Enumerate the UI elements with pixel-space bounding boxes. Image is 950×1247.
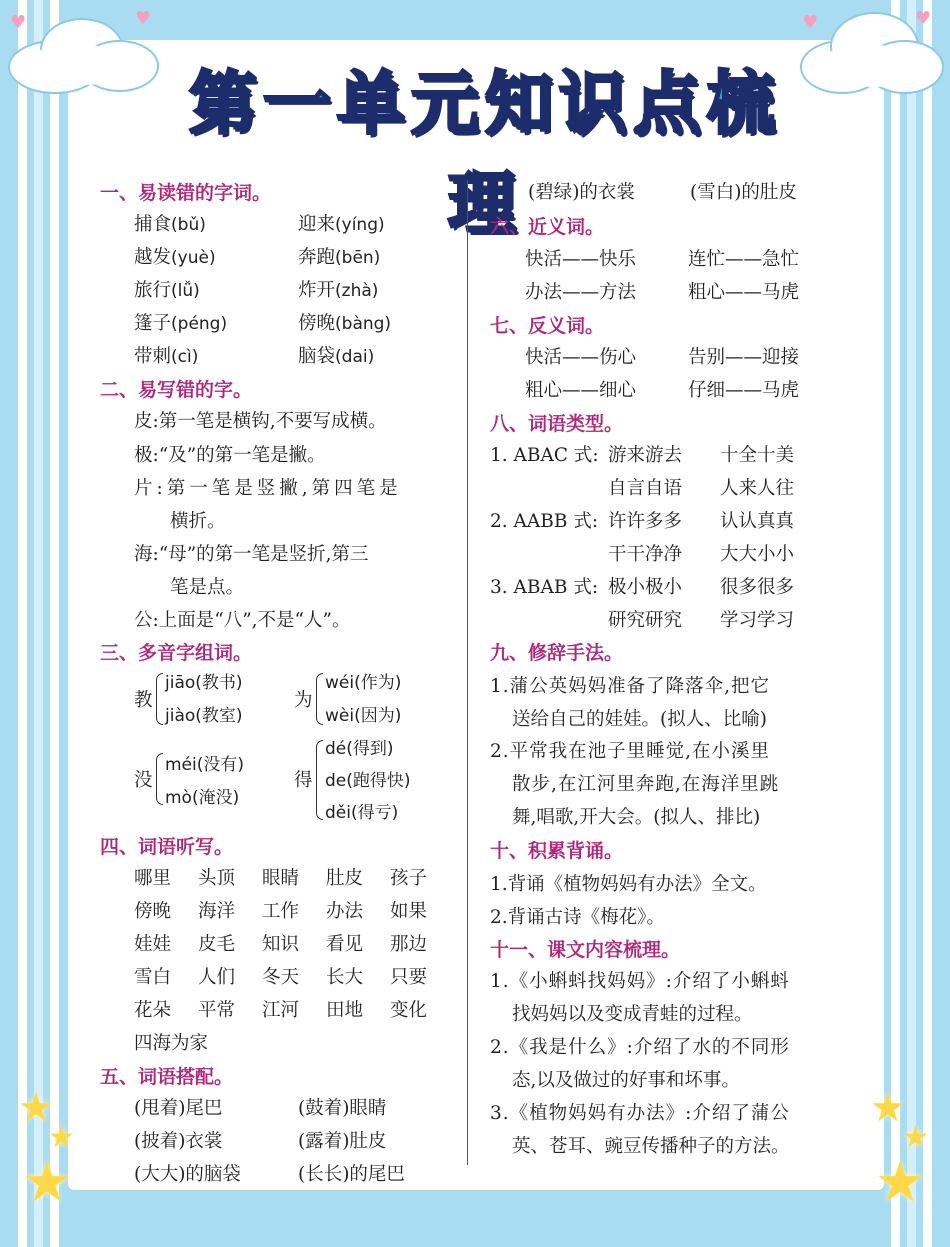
side-stripe xyxy=(18,0,27,1247)
section-heading: 九、修辞手法。 xyxy=(490,642,624,664)
dictation-word: 田地 xyxy=(326,1000,364,1021)
dictation-word: 冬天 xyxy=(262,967,300,988)
dictation-word: 四海为家 xyxy=(134,1033,209,1054)
text-line: 1.《小蝌蚪找妈妈》:介绍了小蝌蚪 xyxy=(490,971,790,992)
brace xyxy=(316,740,323,820)
word-type-example: 干干净净 xyxy=(608,544,683,565)
dictation-word: 人们 xyxy=(198,967,236,988)
word-type-label: 2. AABB 式: xyxy=(490,511,599,532)
brace xyxy=(316,673,323,725)
word-type-example: 自言自语 xyxy=(608,478,683,499)
list-item: 迎来(yíng) xyxy=(298,214,385,235)
dictation-word: 那边 xyxy=(390,934,428,955)
star-icon: ★ xyxy=(48,1120,75,1155)
reading: mò(淹没) xyxy=(165,788,240,808)
text-line: 笔是点。 xyxy=(170,577,245,598)
text-line: 英、苍耳、豌豆传播种子的方法。 xyxy=(512,1136,790,1157)
dictation-word: 哪里 xyxy=(134,868,172,889)
polyphone-char: 没 xyxy=(134,770,153,791)
dictation-word: 傍晚 xyxy=(134,901,172,922)
word-pair: 粗心——细心 xyxy=(525,380,637,401)
text-line: 1.背诵《植物妈妈有办法》全文。 xyxy=(490,874,767,895)
section-heading: 六、近义词。 xyxy=(490,216,605,238)
column-divider xyxy=(467,180,468,1165)
dictation-word: 眼睛 xyxy=(262,868,300,889)
dictation-word: 平常 xyxy=(198,1000,236,1021)
dictation-word: 如果 xyxy=(390,901,428,922)
dictation-word: 知识 xyxy=(262,934,300,955)
word-type-example: 大大小小 xyxy=(720,544,795,565)
word-pair: 快活——快乐 xyxy=(525,249,637,270)
section-heading: 十、积累背诵。 xyxy=(490,840,624,862)
dictation-word: 皮毛 xyxy=(198,934,236,955)
word-type-example: 很多很多 xyxy=(720,577,795,598)
list-item: 脑袋(dai) xyxy=(298,346,375,367)
list-item: 傍晚(bàng) xyxy=(298,313,392,334)
collocation: (雪白)的肚皮 xyxy=(690,182,797,203)
text-line: 态,以及做过的好事和坏事。 xyxy=(512,1070,740,1091)
text-line: 找妈妈以及变成青蛙的过程。 xyxy=(512,1004,753,1025)
text-line: 2.平常我在池子里睡觉,在小溪里 xyxy=(490,741,771,762)
section-heading: 八、词语类型。 xyxy=(490,413,624,435)
text-line: 送给自己的娃娃。(拟人、比喻) xyxy=(512,709,767,730)
dictation-word: 肚皮 xyxy=(326,868,364,889)
reading: méi(没有) xyxy=(165,755,245,775)
section-heading: 四、词语听写。 xyxy=(100,836,234,858)
heart-icon: ♥ xyxy=(10,12,27,33)
heart-icon: ♥ xyxy=(802,12,819,33)
text-line: 横折。 xyxy=(170,511,226,532)
dictation-word: 工作 xyxy=(262,901,300,922)
text-line: 海:“母”的第一笔是竖折,第三 xyxy=(134,544,369,565)
section-heading: 二、易写错的字。 xyxy=(100,379,253,401)
word-type-example: 研究研究 xyxy=(608,610,683,631)
section-heading: 三、多音字组词。 xyxy=(100,642,253,664)
dictation-word: 雪白 xyxy=(134,967,172,988)
dictation-word: 办法 xyxy=(326,901,364,922)
text-line: 舞,唱歌,开大会。(拟人、排比) xyxy=(512,807,761,828)
word-pair: 连忙——急忙 xyxy=(688,249,800,270)
side-stripe xyxy=(923,0,932,1247)
collocation: (披着)衣裳 xyxy=(134,1131,223,1152)
collocation: (露着)肚皮 xyxy=(298,1131,387,1152)
text-line: 片:第一笔是竖撇,第四笔是 xyxy=(134,478,402,499)
section-heading: 五、词语搭配。 xyxy=(100,1066,234,1088)
section-heading: 七、反义词。 xyxy=(490,315,605,337)
reading: dé(得到) xyxy=(325,739,394,759)
text-line: 皮:第一笔是横钩,不要写成横。 xyxy=(134,411,387,432)
star-icon: ★ xyxy=(22,1150,73,1215)
collocation: (碧绿)的衣裳 xyxy=(528,182,635,203)
collocation: (鼓着)眼睛 xyxy=(298,1098,387,1119)
dictation-word: 头顶 xyxy=(198,868,236,889)
text-line: 3.《植物妈妈有办法》:介绍了蒲公 xyxy=(490,1103,790,1124)
word-type-example: 极小极小 xyxy=(608,577,683,598)
reading: děi(得亏) xyxy=(325,803,399,823)
word-type-example: 学习学习 xyxy=(720,610,795,631)
text-line: 2.《我是什么》:介绍了水的不同形 xyxy=(490,1037,790,1058)
polyphone-char: 教 xyxy=(134,690,153,711)
polyphone-char: 得 xyxy=(294,770,313,791)
dictation-word: 花朵 xyxy=(134,1000,172,1021)
word-type-label: 1. ABAC 式: xyxy=(490,445,599,466)
dictation-word: 娃娃 xyxy=(134,934,172,955)
reading: wèi(因为) xyxy=(325,706,402,726)
page-title: 第一单元知识点梳理 xyxy=(188,65,781,244)
dictation-word: 江河 xyxy=(262,1000,300,1021)
star-icon: ★ xyxy=(902,1120,929,1155)
word-type-example: 游来游去 xyxy=(608,445,683,466)
side-stripe xyxy=(34,0,43,1247)
dictation-word: 变化 xyxy=(390,1000,428,1021)
reading: jiào(教室) xyxy=(165,706,243,726)
text-line: 极:“及”的第一笔是撇。 xyxy=(134,445,326,466)
collocation: (大大)的脑袋 xyxy=(134,1164,241,1185)
word-pair: 快活——伤心 xyxy=(525,347,637,368)
heart-icon: ♥ xyxy=(915,8,932,29)
word-type-label: 3. ABAB 式: xyxy=(490,577,599,598)
polyphone-char: 为 xyxy=(294,690,313,711)
text-line: 公:上面是“八”,不是“人”。 xyxy=(134,610,351,631)
list-item: 带刺(cì) xyxy=(134,346,199,367)
word-type-example: 十全十美 xyxy=(720,445,795,466)
word-pair: 仔细——马虎 xyxy=(688,380,800,401)
word-type-example: 人来人往 xyxy=(720,478,795,499)
text-line: 1.蒲公英妈妈准备了降落伞,把它 xyxy=(490,676,771,697)
dictation-word: 海洋 xyxy=(198,901,236,922)
dictation-word: 孩子 xyxy=(390,868,428,889)
collocation: (长长)的尾巴 xyxy=(298,1164,405,1185)
list-item: 越发(yuè) xyxy=(134,247,216,268)
list-item: 炸开(zhà) xyxy=(298,280,379,301)
heart-icon: ♥ xyxy=(135,8,152,29)
star-icon: ★ xyxy=(870,1085,906,1131)
side-stripe xyxy=(50,0,59,1247)
dictation-word: 只要 xyxy=(390,967,428,988)
side-stripe xyxy=(891,0,900,1247)
word-pair: 办法——方法 xyxy=(525,282,637,303)
star-icon: ★ xyxy=(875,1150,926,1215)
collocation: (甩着)尾巴 xyxy=(134,1098,223,1119)
dictation-word: 看见 xyxy=(326,934,364,955)
text-line: 2.背诵古诗《梅花》。 xyxy=(490,907,665,928)
list-item: 篷子(péng) xyxy=(134,313,228,334)
star-icon: ★ xyxy=(18,1085,54,1131)
reading: wéi(作为) xyxy=(325,673,402,693)
reading: jiāo(教书) xyxy=(165,673,243,693)
brace xyxy=(156,753,163,805)
section-heading: 十一、课文内容梳理。 xyxy=(490,939,681,961)
reading: de(跑得快) xyxy=(325,771,411,791)
list-item: 捕食(bǔ) xyxy=(134,214,206,235)
word-type-example: 认认真真 xyxy=(720,511,795,532)
section-heading: 一、易读错的字词。 xyxy=(100,182,272,204)
list-item: 奔跑(bēn) xyxy=(298,247,381,268)
list-item: 旅行(lǚ) xyxy=(134,280,200,301)
dictation-word: 长大 xyxy=(326,967,364,988)
side-stripe xyxy=(907,0,916,1247)
word-pair: 粗心——马虎 xyxy=(688,282,800,303)
text-line: 散步,在江河里奔跑,在海洋里跳 xyxy=(512,774,780,795)
word-type-example: 许许多多 xyxy=(608,511,683,532)
brace xyxy=(156,673,163,725)
word-pair: 告别——迎接 xyxy=(688,347,800,368)
